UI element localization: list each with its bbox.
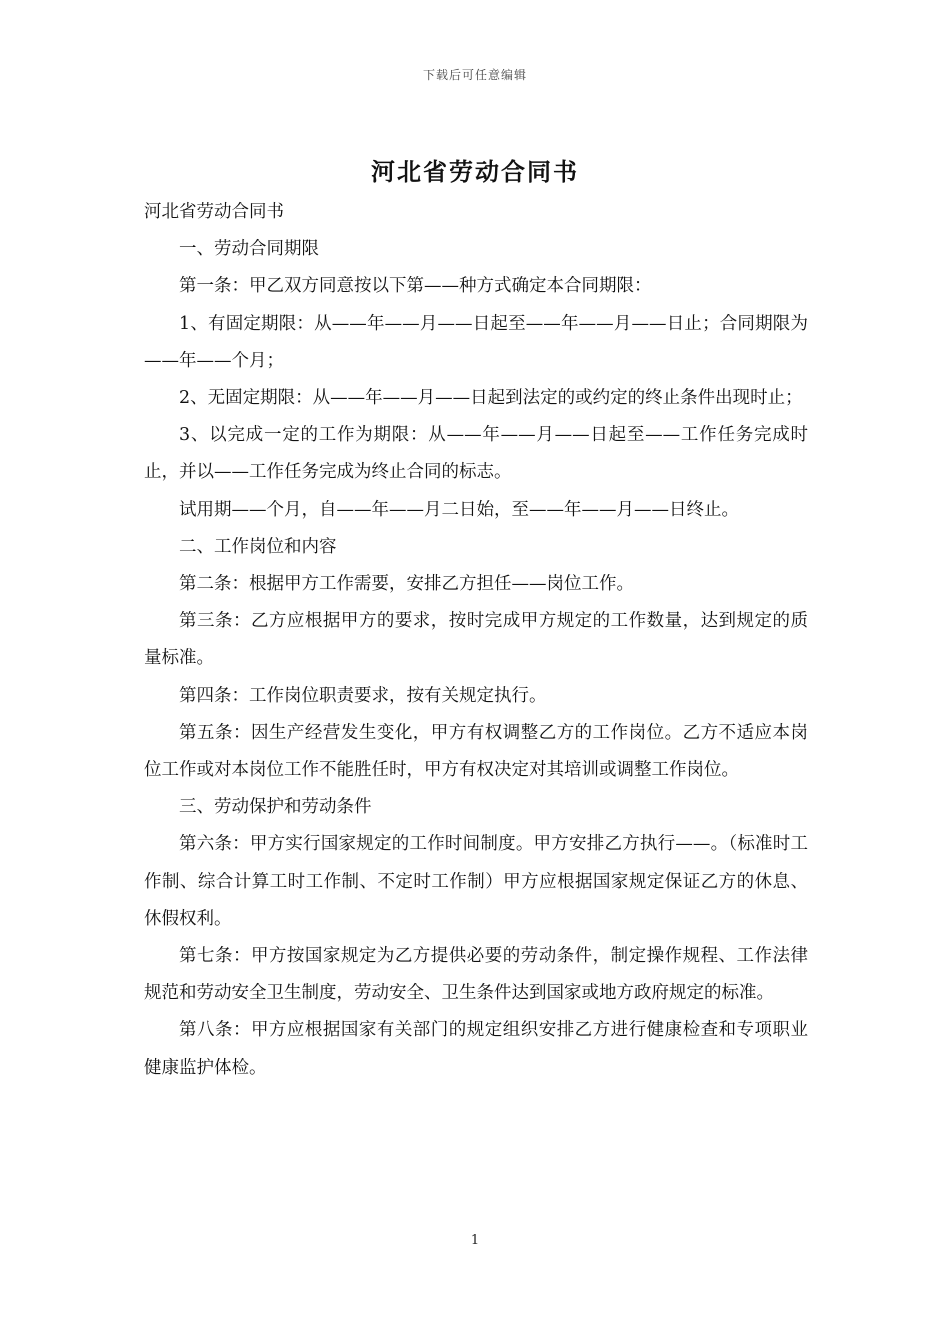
body-paragraph: 第五条：因生产经营发生变化，甲方有权调整乙方的工作岗位。乙方不适应本岗位工作或对本岗位工作不能胜任时，甲方有权决定对其培训或调整工作岗位。 bbox=[144, 722, 808, 781]
body-paragraph: 第八条：甲方应根据国家有关部门的规定组织安排乙方进行健康检查和专项职业健康监护体检。 bbox=[144, 1020, 808, 1078]
section-heading: 二、工作岗位和内容 bbox=[179, 536, 337, 557]
page-header-note: 下载后可任意编辑 bbox=[422, 68, 527, 82]
body-paragraph: 第四条：工作岗位职责要求，按有关规定执行。 bbox=[179, 685, 547, 706]
body-paragraph: 河北省劳动合同书 bbox=[144, 202, 284, 222]
section-heading: 一、劳动合同期限 bbox=[179, 239, 319, 260]
body-paragraph: 第六条：甲方实行国家规定的工作时间制度。甲方安排乙方执行——。（标准时工作制、综合计算工时工作制、不定时工作制）甲方应根据国家规定保证乙方的休息、休假权利。 bbox=[144, 834, 808, 929]
body-paragraph: 第一条：甲乙双方同意按以下第——种方式确定本合同期限： bbox=[179, 276, 652, 297]
body-paragraph: 2、无固定期限：从——年——月——日起到法定的或约定的终止条件出现时止； bbox=[179, 388, 803, 409]
body-paragraph: 第三条：乙方应根据甲方的要求，按时完成甲方规定的工作数量，达到规定的质量标准。 bbox=[144, 611, 808, 669]
document-body bbox=[144, 194, 808, 1087]
body-paragraph: 3、以完成一定的工作为期限：从——年——月——日起至——工作任务完成时止，并以——工作任务完成为终止合同的标志。 bbox=[144, 425, 808, 483]
document-title: 河北省劳动合同书 bbox=[371, 157, 579, 186]
body-paragraph: 第七条：甲方按国家规定为乙方提供必要的劳动条件，制定操作规程、工作法律规范和劳动安全卫生制度，劳动安全、卫生条件达到国家或地方政府规定的标准。 bbox=[144, 946, 808, 1004]
body-paragraph: 第二条：根据甲方工作需要，安排乙方担任——岗位工作。 bbox=[179, 574, 634, 595]
body-paragraph: 试用期——个月，自——年——月二日始，至——年——月——日终止。 bbox=[179, 499, 739, 520]
section-heading: 三、劳动保护和劳动条件 bbox=[179, 797, 372, 818]
body-paragraph: 1、有固定期限：从——年——月——日起至——年——月——日止；合同期限为——年——个月； bbox=[144, 313, 808, 371]
page-number: 1 bbox=[470, 1233, 480, 1248]
